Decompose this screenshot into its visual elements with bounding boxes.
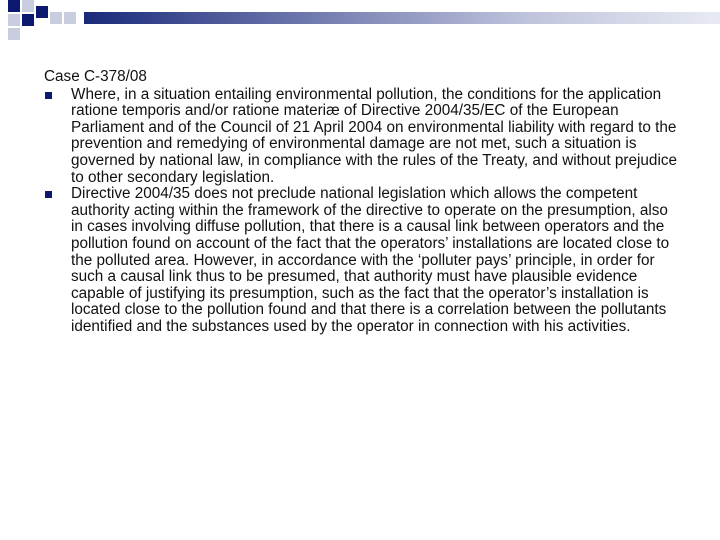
bullet-item (44, 186, 684, 335)
bullet-text: Where, in a situation entailing environmental pollution, the conditions for the application ratione temporis and/or ratione materiæ of Directive 2004/35/EC of the European Parliament and of the Council of 21 April 2004 on environmental liability with regard to the prevention and remedying of environmental damage are not met, such a situation is governed by national law, in compliance with the rules of the Treaty, and without prejudice to other secondary legislation. (71, 85, 677, 186)
header-gradient-band (84, 12, 720, 24)
slide-content (44, 69, 684, 336)
square-bullet-icon (45, 92, 52, 99)
header-square-decoration (50, 12, 62, 24)
header-square-decoration (22, 0, 34, 12)
square-bullet-icon (45, 191, 52, 198)
header-square-decoration (64, 12, 76, 24)
header-square-decoration (8, 0, 20, 12)
case-title: Case C‑378/08 (44, 68, 147, 85)
header-square-decoration (8, 28, 20, 40)
bullet-list (44, 87, 684, 336)
header-square-decoration (36, 6, 48, 18)
header-square-decoration (22, 14, 34, 26)
bullet-item (44, 87, 684, 187)
header-square-decoration (8, 14, 20, 26)
bullet-text: Directive 2004/35 does not preclude national legislation which allows the competent authority acting within the framework of the directive to operate on the presumption, also in cases involving diffuse pollution, that there is a causal link between operators and the pollution found on account of the fact that the operators’ installations are located close to the polluted area. However, in accordance with the ‘polluter pays’ principle, in order for such a causal link thus to be presumed, that authority must have plausible evidence capable of justifying its presumption, such as the fact that the operator’s installation is located close to the pollution found and that there is a correlation between the pollutants identified and the substances used by the operator in connection with his activities. (71, 185, 670, 335)
